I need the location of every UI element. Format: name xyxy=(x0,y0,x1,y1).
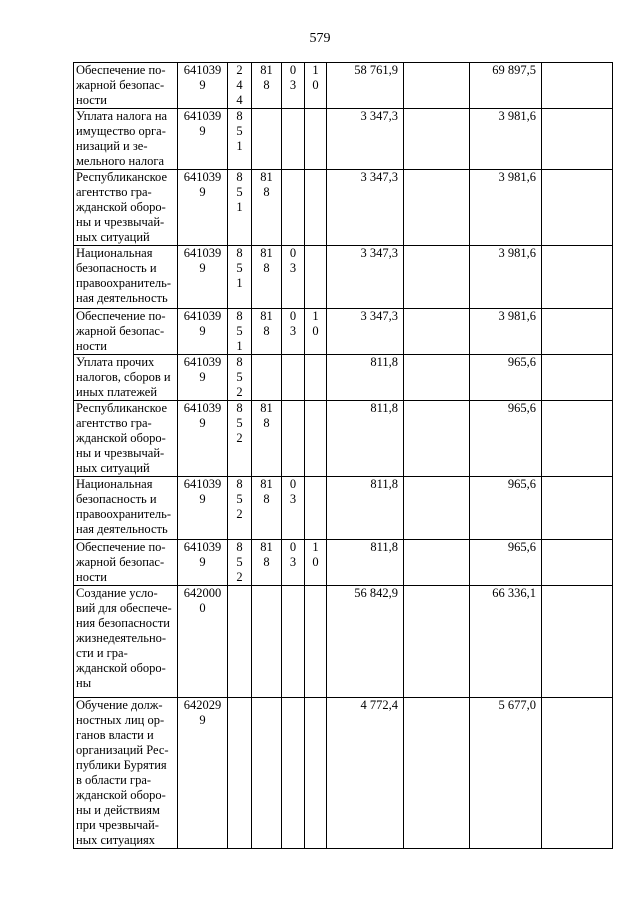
amount-year1-cell: 811,8 xyxy=(327,355,404,401)
target-article-cell xyxy=(178,586,228,698)
amount-year1-cell: 3 347,3 xyxy=(327,109,404,170)
cell-line: 8 xyxy=(236,246,243,260)
expense-type-cell xyxy=(228,170,252,246)
amount-year2-cell: 3 981,6 xyxy=(470,246,542,309)
cell-line: 9 xyxy=(199,124,206,138)
table-row xyxy=(74,477,613,540)
cell-line: 9 xyxy=(199,324,206,338)
table-row xyxy=(74,586,613,698)
cell-line: 8 xyxy=(236,355,243,369)
cell-line: 1 xyxy=(236,339,243,353)
name-cell xyxy=(74,698,178,849)
page-number: 579 xyxy=(309,31,331,46)
cell-line: 8 xyxy=(236,170,243,184)
cell-line: 4 xyxy=(236,78,243,92)
cell-line: в области гра- xyxy=(76,773,152,787)
cell-line: 642029 xyxy=(183,698,222,712)
empty-cell xyxy=(404,246,470,309)
empty-cell xyxy=(542,170,613,246)
cell-line: 3 xyxy=(289,324,297,338)
cell-line: налогов, сборов и xyxy=(76,370,171,384)
cell-line: правоохранитель- xyxy=(76,507,172,521)
amount-year2-cell: 965,6 xyxy=(470,477,542,540)
cell-line: Национальная xyxy=(76,246,153,260)
cell-line: вий для обеспече- xyxy=(76,601,172,615)
empty-cell xyxy=(404,540,470,586)
section-cell xyxy=(282,586,305,698)
cell-line: 5 xyxy=(236,416,243,430)
cell-line: сти и гра- xyxy=(76,646,128,660)
cell-line: 0 xyxy=(289,63,297,77)
main-manager-cell xyxy=(252,401,282,477)
subsection-cell xyxy=(305,540,327,586)
section-cell xyxy=(282,170,305,246)
amount-year1-cell: 811,8 xyxy=(327,477,404,540)
cell-line: имущество орга- xyxy=(76,124,166,138)
cell-line: 5 xyxy=(236,124,243,138)
cell-line: 1 xyxy=(236,139,243,153)
table-row xyxy=(74,401,613,477)
amount-year1-cell: 811,8 xyxy=(327,540,404,586)
cell-line: 1 xyxy=(236,200,243,214)
name-cell xyxy=(74,309,178,355)
expense-type-cell xyxy=(228,246,252,309)
table-row xyxy=(74,698,613,849)
amount-year2-cell: 965,6 xyxy=(470,355,542,401)
cell-line: Уплата налога на xyxy=(76,109,168,123)
empty-cell xyxy=(542,698,613,849)
empty-cell xyxy=(542,355,613,401)
target-article-cell xyxy=(178,109,228,170)
cell-line: ных ситуаций xyxy=(76,461,150,475)
cell-line: безопасность и xyxy=(76,261,157,275)
section-cell xyxy=(282,355,305,401)
cell-line: 81 xyxy=(260,170,273,184)
cell-line: ных ситуациях xyxy=(76,833,156,847)
main-manager-cell xyxy=(252,586,282,698)
cell-line: 1 xyxy=(312,309,319,323)
subsection-cell xyxy=(305,355,327,401)
empty-cell xyxy=(542,477,613,540)
cell-line: 81 xyxy=(260,401,273,415)
cell-line: 2 xyxy=(236,431,243,445)
cell-line: 9 xyxy=(199,185,206,199)
empty-cell xyxy=(404,586,470,698)
cell-line: 4 xyxy=(236,93,243,107)
empty-cell xyxy=(404,477,470,540)
name-cell xyxy=(74,477,178,540)
cell-line: агентство гра- xyxy=(76,416,152,430)
cell-line: ностных лиц ор- xyxy=(76,713,165,727)
cell-line: ны и чрезвычай- xyxy=(76,215,165,229)
name-cell xyxy=(74,109,178,170)
amount-year1-cell: 3 347,3 xyxy=(327,170,404,246)
cell-line: 0 xyxy=(289,477,297,491)
cell-line: Обеспечение по- xyxy=(76,309,166,323)
cell-line: 5 xyxy=(236,555,243,569)
cell-line: ности xyxy=(76,93,107,107)
empty-cell xyxy=(404,309,470,355)
cell-line: 2 xyxy=(236,385,243,399)
target-article-cell xyxy=(178,355,228,401)
cell-line: 8 xyxy=(236,477,243,491)
empty-cell xyxy=(404,401,470,477)
expense-type-cell xyxy=(228,355,252,401)
cell-line: 9 xyxy=(199,416,206,430)
empty-cell xyxy=(404,698,470,849)
cell-line: жданской оборо- xyxy=(76,200,166,214)
expense-type-cell xyxy=(228,63,252,109)
cell-line: 5 xyxy=(236,185,243,199)
cell-line: 5 xyxy=(236,261,243,275)
target-article-cell xyxy=(178,540,228,586)
cell-line: ны и действиям xyxy=(76,803,160,817)
table-row xyxy=(74,63,613,109)
cell-line: 81 xyxy=(260,309,273,323)
cell-line: 641039 xyxy=(183,477,222,491)
cell-line: 9 xyxy=(199,555,206,569)
cell-line: 0 xyxy=(289,246,297,260)
cell-line: 642000 xyxy=(183,586,222,600)
cell-line: 8 xyxy=(263,555,270,569)
amount-year2-cell: 5 677,0 xyxy=(470,698,542,849)
cell-line: Обучение долж- xyxy=(76,698,163,712)
target-article-cell xyxy=(178,477,228,540)
name-cell xyxy=(74,401,178,477)
section-cell xyxy=(282,698,305,849)
empty-cell xyxy=(404,170,470,246)
main-manager-cell xyxy=(252,246,282,309)
table-row xyxy=(74,109,613,170)
cell-line: безопасность и xyxy=(76,492,157,506)
section-cell xyxy=(282,477,305,540)
cell-line: 0 xyxy=(199,601,206,615)
expense-type-cell xyxy=(228,586,252,698)
amount-year1-cell: 811,8 xyxy=(327,401,404,477)
cell-line: 641039 xyxy=(183,246,222,260)
cell-line: ны и чрезвычай- xyxy=(76,446,165,460)
expense-type-cell xyxy=(228,477,252,540)
cell-line: Республиканское xyxy=(76,401,168,415)
cell-line: 8 xyxy=(236,540,243,554)
cell-line: Национальная xyxy=(76,477,153,491)
main-manager-cell xyxy=(252,170,282,246)
cell-line: 2 xyxy=(236,570,243,584)
target-article-cell xyxy=(178,63,228,109)
target-article-cell xyxy=(178,246,228,309)
cell-line: 641039 xyxy=(183,401,222,415)
main-manager-cell xyxy=(252,540,282,586)
cell-line: жданской оборо- xyxy=(76,661,166,675)
cell-line: ных ситуаций xyxy=(76,230,150,244)
amount-year2-cell: 3 981,6 xyxy=(470,309,542,355)
table-row xyxy=(74,246,613,309)
cell-line: жарной безопас- xyxy=(76,324,165,338)
amount-year1-cell: 3 347,3 xyxy=(327,309,404,355)
section-cell xyxy=(282,246,305,309)
subsection-cell xyxy=(305,170,327,246)
cell-line: жизнедеятельно- xyxy=(76,631,167,645)
cell-line: жданской оборо- xyxy=(76,788,166,802)
amount-year2-cell: 965,6 xyxy=(470,540,542,586)
cell-line: 9 xyxy=(199,261,206,275)
target-article-cell xyxy=(178,309,228,355)
cell-line: 8 xyxy=(236,109,243,123)
cell-line: Обеспечение по- xyxy=(76,540,166,554)
cell-line: ная деятельность xyxy=(76,522,168,536)
cell-line: 2 xyxy=(236,507,243,521)
cell-line: Обеспечение по- xyxy=(76,63,166,77)
subsection-cell xyxy=(305,401,327,477)
amount-year2-cell: 3 981,6 xyxy=(470,170,542,246)
cell-line: 9 xyxy=(199,370,206,384)
cell-line: 8 xyxy=(263,492,270,506)
cell-line: при чрезвычай- xyxy=(76,818,159,832)
empty-cell xyxy=(542,540,613,586)
name-cell xyxy=(74,540,178,586)
cell-line: 641039 xyxy=(183,355,222,369)
subsection-cell xyxy=(305,109,327,170)
table-row xyxy=(74,540,613,586)
cell-line: Уплата прочих xyxy=(76,355,155,369)
cell-line: 3 xyxy=(289,555,297,569)
subsection-cell xyxy=(305,586,327,698)
cell-line: 8 xyxy=(236,309,243,323)
cell-line: 5 xyxy=(236,370,243,384)
cell-line: 9 xyxy=(199,78,206,92)
empty-cell xyxy=(542,63,613,109)
section-cell xyxy=(282,309,305,355)
cell-line: 641039 xyxy=(183,170,222,184)
subsection-cell xyxy=(305,698,327,849)
cell-line: ности xyxy=(76,570,107,584)
amount-year2-cell: 66 336,1 xyxy=(470,586,542,698)
name-cell xyxy=(74,586,178,698)
empty-cell xyxy=(404,355,470,401)
cell-line: мельного налога xyxy=(76,154,165,168)
cell-line: 641039 xyxy=(183,63,222,77)
expense-type-cell xyxy=(228,540,252,586)
cell-line: 0 xyxy=(289,540,297,554)
cell-line: жарной безопас- xyxy=(76,555,165,569)
main-manager-cell xyxy=(252,63,282,109)
expense-type-cell xyxy=(228,401,252,477)
main-manager-cell xyxy=(252,355,282,401)
cell-line: Создание усло- xyxy=(76,586,158,600)
amount-year1-cell: 4 772,4 xyxy=(327,698,404,849)
cell-line: 8 xyxy=(263,185,270,199)
subsection-cell xyxy=(305,63,327,109)
cell-line: 641039 xyxy=(183,309,222,323)
cell-line: ны xyxy=(76,676,92,690)
name-cell xyxy=(74,246,178,309)
empty-cell xyxy=(542,586,613,698)
name-cell xyxy=(74,63,178,109)
cell-line: ния безопасности xyxy=(76,616,171,630)
target-article-cell xyxy=(178,170,228,246)
budget-table xyxy=(73,62,613,849)
section-cell xyxy=(282,401,305,477)
amount-year2-cell: 3 981,6 xyxy=(470,109,542,170)
cell-line: жарной безопас- xyxy=(76,78,165,92)
cell-line: ганов власти и xyxy=(76,728,154,742)
cell-line: 3 xyxy=(289,492,297,506)
cell-line: жданской оборо- xyxy=(76,431,166,445)
subsection-cell xyxy=(305,477,327,540)
cell-line: 9 xyxy=(199,713,206,727)
cell-line: 5 xyxy=(236,324,243,338)
empty-cell xyxy=(404,109,470,170)
main-manager-cell xyxy=(252,698,282,849)
cell-line: агентство гра- xyxy=(76,185,152,199)
cell-line: правоохранитель- xyxy=(76,276,172,290)
empty-cell xyxy=(542,246,613,309)
cell-line: 8 xyxy=(263,261,270,275)
cell-line: 1 xyxy=(312,540,319,554)
table-row xyxy=(74,355,613,401)
cell-line: 3 xyxy=(289,78,297,92)
cell-line: организаций Рес- xyxy=(76,743,169,757)
cell-line: иных платежей xyxy=(76,385,158,399)
target-article-cell xyxy=(178,698,228,849)
cell-line: 8 xyxy=(263,416,270,430)
empty-cell xyxy=(404,63,470,109)
name-cell xyxy=(74,355,178,401)
table-row xyxy=(74,309,613,355)
subsection-cell xyxy=(305,246,327,309)
expense-type-cell xyxy=(228,698,252,849)
section-cell xyxy=(282,109,305,170)
cell-line: низаций и зе- xyxy=(76,139,148,153)
subsection-cell xyxy=(305,309,327,355)
cell-line: ная деятельность xyxy=(76,291,168,305)
cell-line: 2 xyxy=(236,63,243,77)
section-cell xyxy=(282,63,305,109)
cell-line: 1 xyxy=(312,63,319,77)
cell-line: 0 xyxy=(312,555,319,569)
main-manager-cell xyxy=(252,477,282,540)
amount-year2-cell: 69 897,5 xyxy=(470,63,542,109)
expense-type-cell xyxy=(228,109,252,170)
cell-line: 641039 xyxy=(183,540,222,554)
cell-line: 3 xyxy=(289,261,297,275)
amount-year1-cell: 3 347,3 xyxy=(327,246,404,309)
empty-cell xyxy=(542,109,613,170)
name-cell xyxy=(74,170,178,246)
cell-line: публики Бурятия xyxy=(76,758,167,772)
cell-line: ности xyxy=(76,339,107,353)
cell-line: 81 xyxy=(260,477,273,491)
amount-year1-cell: 56 842,9 xyxy=(327,586,404,698)
main-manager-cell xyxy=(252,109,282,170)
cell-line: 1 xyxy=(236,276,243,290)
cell-line: 0 xyxy=(289,309,297,323)
empty-cell xyxy=(542,309,613,355)
amount-year2-cell: 965,6 xyxy=(470,401,542,477)
cell-line: 9 xyxy=(199,492,206,506)
cell-line: 5 xyxy=(236,492,243,506)
section-cell xyxy=(282,540,305,586)
amount-year1-cell: 58 761,9 xyxy=(327,63,404,109)
cell-line: 8 xyxy=(263,78,270,92)
cell-line: 81 xyxy=(260,63,273,77)
cell-line: 641039 xyxy=(183,109,222,123)
cell-line: 8 xyxy=(263,324,270,338)
table-row xyxy=(74,170,613,246)
main-manager-cell xyxy=(252,309,282,355)
cell-line: 81 xyxy=(260,540,273,554)
cell-line: 0 xyxy=(312,78,319,92)
cell-line: 81 xyxy=(260,246,273,260)
cell-line: 0 xyxy=(312,324,319,338)
target-article-cell xyxy=(178,401,228,477)
cell-line: Республиканское xyxy=(76,170,168,184)
cell-line: 8 xyxy=(236,401,243,415)
empty-cell xyxy=(542,401,613,477)
expense-type-cell xyxy=(228,309,252,355)
